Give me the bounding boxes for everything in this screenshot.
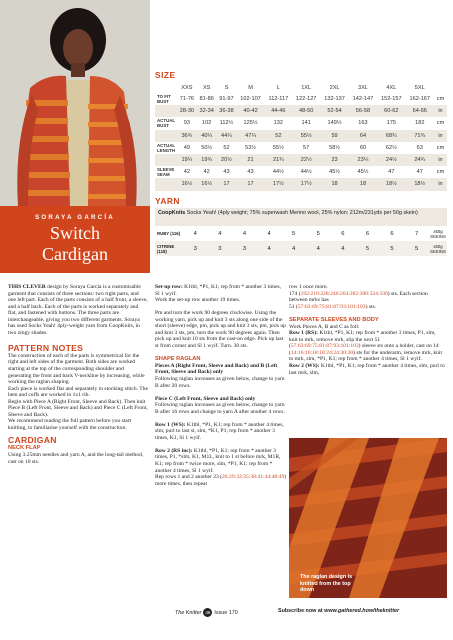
size-heading: SIZE	[155, 70, 176, 80]
size-cell: 55½	[272, 144, 284, 151]
row1-text: K1tbl, *P1, K1; rep from * another 4 times, slm, purl to last st, slm, *K1, P1; rep from * another 3 times, K1, Sl 1 wyif.	[155, 421, 284, 441]
raglan-row-1	[155, 422, 287, 442]
yarn-colour: RUBY (116)	[157, 231, 181, 236]
section-count-sizes: 57:63:69:75:81:87:93:101:103	[297, 303, 366, 310]
subscribe-line	[278, 608, 399, 614]
size-cell: 64	[349, 130, 377, 142]
piece-c-label: Piece C (Left Front, Sleeve and Back) only	[155, 395, 256, 402]
size-cell: 19¾	[197, 154, 217, 166]
size-cell: 40¼	[197, 130, 217, 142]
designer-name: SORAYA GARCÍA	[35, 214, 115, 221]
yarn-cell: 4	[267, 230, 271, 237]
pieces-ab-label: Pieces A (Right Front, Sleeve and Back) and B (Left Front, Sleeve and Back) only	[155, 362, 278, 376]
size-cell: 60-62	[377, 105, 405, 117]
yarn-cell: 4	[306, 241, 331, 256]
yarn-cell: 5	[355, 241, 380, 256]
yarn-cell: 3	[208, 241, 233, 256]
setup-row-repeat: Work the set-up row another 19 times.	[155, 297, 241, 304]
yarn-cell: 4	[257, 241, 282, 256]
sep-row1-e: ) sts for the underarm, remove mrk, knit to mrk, slm, *P1, K1; rep from * another 4 times, Sl 1 wyif.	[289, 349, 443, 363]
size-row-label	[155, 154, 177, 166]
pieces-ab-text: Following raglan increases as given below, change to yarn B after 20 rows.	[155, 376, 285, 389]
section-count-c: ) sts.	[365, 303, 377, 310]
raglan-row-2	[155, 448, 287, 474]
size-unit: cm	[436, 96, 445, 103]
size-cell: 163	[358, 120, 368, 127]
yarn-cell: 6	[341, 230, 345, 237]
subscribe-link[interactable]: www.gathered.how/theknitter	[324, 608, 400, 614]
column-2	[155, 284, 287, 487]
size-cell: 62½	[385, 144, 397, 151]
size-cell: 112½	[219, 120, 234, 127]
size-cell: 58½	[329, 144, 340, 151]
size-cell: 40-42	[236, 105, 264, 117]
yarn-table	[155, 226, 447, 256]
size-cell: 182	[415, 120, 425, 127]
model-photo	[0, 0, 150, 206]
size-rows	[155, 93, 447, 191]
yarn-cell: 4	[218, 230, 222, 237]
size-cell: 21	[236, 154, 264, 166]
size-row	[155, 166, 447, 178]
size-cell: 57	[303, 144, 310, 151]
section-count	[289, 304, 445, 311]
size-cell: 53½	[245, 144, 256, 151]
notes-para-3: Begin with Piece A (Right Front, Sleeve and Back). Then knit Piece B (Left Front, Sleeve and Back) and Piece C (Left Front, Sleeve and Back).	[8, 398, 148, 418]
sep-row1-label: Row 1 (RS):	[289, 330, 318, 337]
size-cell: 18	[320, 178, 348, 190]
intro-text: design by Soraya García is a customisable garment that consists of three sections: two right parts, and one left part. Each of the parts consists of a half front, a sleeve, and a half back. Each of the parts is worked separately and flat, and fastened with buttons. The three parts are interchangeable, giving you two different garments. Soraya has used Socks Yeah! 4ply-weight yarn from CoopKnits, in two zingy shades.	[8, 284, 148, 336]
separate-row-2	[289, 363, 445, 376]
yarn-cell: 3	[183, 241, 208, 256]
size-cell: 44½	[272, 169, 284, 176]
size-cell: 36-38	[217, 105, 237, 117]
size-row	[155, 93, 447, 105]
size-cell: 18½	[406, 178, 434, 190]
size-row-label: ACTUAL BUST	[157, 118, 175, 129]
size-row	[155, 154, 447, 166]
size-col-header: 5XL	[414, 84, 425, 91]
pieces-ab-heading	[155, 363, 287, 376]
size-unit: cm	[436, 144, 445, 151]
row1-label: Row 1 (WS):	[155, 421, 186, 428]
size-cell: 71¾	[406, 130, 434, 142]
cardigan-heading: CARDIGAN	[8, 435, 57, 446]
size-cell: 48-50	[292, 105, 320, 117]
photo-caption: The raglan design is knitted from the top down	[300, 574, 353, 594]
pick-up-paragraph: Pm and turn the work 90 degrees clockwise. Using the working yarn, pick up and knit 3 sts along one side of the short (sleeve) edge, pm, pick up and knit 3 sts, pm, pick up and knit 3 sts, pm, turn the work 90 degrees again. Then pick up and knit 10 sts from the cast-on edge. Pick up last st from corner and Sl 1 wyif. Turn. 30 sts.	[155, 310, 286, 349]
size-cell: 23¼	[349, 154, 377, 166]
size-cell: 122-127	[295, 96, 317, 103]
size-cell: 44½	[300, 169, 312, 176]
size-cell: 91-97	[219, 96, 234, 103]
yarn-unit: x50g SKEINS	[429, 241, 447, 256]
size-cell: 36¾	[177, 130, 197, 142]
subscribe-text: Subscribe now at	[278, 608, 325, 614]
yarn-rows	[155, 226, 447, 256]
yarn-cell: 6	[365, 230, 370, 237]
st-count-a: 174 (	[289, 290, 301, 297]
issue-number: Issue 170	[214, 609, 238, 616]
yarn-cell: 7	[415, 230, 419, 237]
size-cell: 55½	[292, 130, 320, 142]
pattern-notes-heading: PATTERN NOTES	[8, 342, 84, 353]
notes-para-1: The construction of each of the parts is symmetrical for the right and left sides of the garment. Both sides are worked starting at the top of the corresponding shoulder and generating the front and back V-neckline by increasing, while working the raglan shaping.	[8, 352, 145, 386]
size-cell: 20½	[217, 154, 237, 166]
magazine-name: The Knitter	[175, 609, 202, 616]
size-col-header: 4XL	[386, 84, 397, 91]
size-cell: 43	[247, 169, 254, 176]
yarn-cell: 5	[316, 230, 320, 237]
size-col-header: XS	[202, 84, 211, 91]
size-cell: 18	[349, 178, 377, 190]
size-cell: 50½	[201, 144, 213, 151]
size-col-header: 3XL	[357, 84, 368, 91]
size-cell: 24¾	[406, 154, 434, 166]
yarn-cell: 4	[242, 230, 247, 237]
repeat-text-a: Rep rows 1 and 2 another 23 (	[155, 474, 223, 481]
yarn-cell: 5	[292, 230, 296, 237]
yarn-row	[155, 241, 447, 256]
size-cell: 52-54	[320, 105, 348, 117]
yarn-cell: 5	[380, 241, 405, 256]
size-cell: 141	[301, 120, 311, 127]
intro-lead: THIS CLEVER	[8, 284, 46, 290]
pattern-title-line2: Cardigan	[42, 244, 108, 264]
sep-row2-label: Row 2 (WS):	[289, 362, 320, 369]
yarn-cell: 4	[331, 241, 356, 256]
size-cell: 44¼	[217, 130, 237, 142]
size-cell: 132	[273, 120, 284, 127]
size-col-header: L	[276, 84, 280, 91]
sep-row2-text: K1tbl, *P1, K1; rep from * another 4 times, slm, purl to last mrk, slm,	[289, 362, 445, 376]
size-col-header: 1XL	[301, 84, 312, 91]
setup-row-text: K1tbl, *P1, K1; rep from * another 3 times, Sl 1 wyif.	[155, 284, 282, 297]
sep-row1-sizes1: 57:63:69:75:81:87:93:101:103	[290, 343, 359, 350]
size-cell: 17½	[265, 178, 292, 190]
size-col-header: 2XL	[329, 84, 340, 91]
size-cell: 93	[183, 120, 190, 127]
neck-flap-heading: NECK FLAP	[8, 445, 41, 452]
size-cell: 68¾	[377, 130, 405, 142]
st-count-c: ) sts. Each section between mrks has	[289, 290, 428, 304]
size-row-label	[155, 130, 177, 142]
setup-row	[155, 284, 287, 304]
yarn-description	[155, 208, 447, 226]
title-block	[0, 206, 150, 273]
magazine-issue	[175, 608, 238, 617]
size-cell: 45½	[329, 169, 340, 176]
row-once-more: row 1 once more.	[289, 284, 328, 290]
piece-c-text: Following raglan increases as given below, change to yarn B after 16 rows and change to yarn A after another 4 rows.	[155, 402, 285, 415]
column-3	[289, 284, 445, 376]
work-pieces: Work Pieces A, B and C as foll:	[289, 323, 360, 330]
sep-row1-sizes2: 14:16:16:18:18:24:24:30:30	[290, 349, 354, 356]
yarn-cell: 4	[193, 230, 197, 237]
size-cell: 32-34	[197, 105, 217, 117]
size-cell: 42	[183, 169, 190, 176]
size-col-header: M	[248, 84, 253, 91]
size-cell: 52	[223, 144, 230, 151]
size-unit: in	[434, 154, 447, 166]
separate-row-1	[289, 330, 445, 363]
size-cell: 44-46	[265, 105, 292, 117]
yarn-brand: CoopKnits	[158, 210, 186, 216]
size-cell: 112-117	[268, 96, 289, 103]
stitch-count	[289, 291, 445, 304]
page-number: 46	[205, 610, 211, 615]
size-cell: 81-86	[199, 96, 214, 103]
size-cell: 125½	[243, 120, 258, 127]
size-cell: 149½	[327, 120, 342, 127]
yarn-detail: Socks Yeah! (4ply weight; 75% superwash Merino wool, 25% nylon; 212m/231yds per 50g skein)	[185, 210, 418, 216]
size-cell: 21¾	[265, 154, 292, 166]
size-cell: 18½	[377, 178, 405, 190]
size-cell: 16½	[197, 178, 217, 190]
yarn-cell: 6	[390, 230, 394, 237]
size-row	[155, 130, 447, 142]
size-unit: in	[434, 105, 447, 117]
size-cell: 152-157	[381, 96, 402, 103]
size-cell: 59	[320, 130, 348, 142]
size-cell: 49	[183, 144, 190, 151]
column-1	[8, 284, 148, 466]
size-cell: 43	[223, 169, 230, 176]
yarn-unit: x50g SKEINS	[430, 228, 446, 239]
sep-row1-a: K1tbl, *P1, K1; rep from * another 3 times, P1, slm, knit to mrk, remove mrk, slip the next 51 (	[289, 330, 436, 350]
repeat-text-c: ) more times, then repeat	[155, 474, 287, 487]
size-row-label: SLEEVE SEAM	[157, 167, 175, 178]
sep-row1-c: ) sleeve sts onto a holder, cast on 14 (	[289, 343, 439, 356]
size-unit: cm	[436, 120, 445, 127]
size-cell: 162-167	[409, 96, 431, 103]
size-col-header: S	[224, 84, 229, 91]
row2-text: K1tbl, *P1, K1; rep from * another 3 times, P1, *slm, K1, M1L, knit to 1 st before mrk, M1R, K1; rep from * twice more, slm, *P1, K1; rep from * another 4 times, Sl 1 wyif.	[155, 447, 281, 474]
size-cell: 17	[236, 178, 264, 190]
size-cell: 52	[265, 130, 292, 142]
size-cell: 102-107	[240, 96, 261, 103]
size-row-label: ACTUAL LENGTH	[157, 142, 176, 153]
size-cell: 47	[388, 169, 395, 176]
size-cell: 47¼	[236, 130, 264, 142]
setup-row-label: Set-up row:	[155, 284, 183, 290]
size-cell: 56-58	[349, 105, 377, 117]
size-cell: 142-147	[352, 96, 374, 103]
size-row	[155, 142, 447, 154]
st-count-sizes: 192:210:228:246:264:282:300:324:330	[300, 290, 388, 297]
size-cell: 132-137	[324, 96, 345, 103]
yarn-colour: CITRINE (118)	[155, 241, 183, 256]
size-row	[155, 117, 447, 129]
shape-raglan-heading: SHAPE RAGLAN	[155, 355, 201, 362]
size-cell: 23	[320, 154, 348, 166]
size-cell: 47	[416, 169, 423, 176]
yarn-row	[155, 226, 447, 241]
size-cell: 28-30	[177, 105, 197, 117]
repeat-sizes: 26:29:32:35:38:41:44:48:49	[222, 474, 285, 481]
size-unit: in	[434, 130, 447, 142]
yarn-cell: 5	[404, 241, 429, 256]
size-unit: in	[434, 178, 447, 190]
size-row-label	[155, 178, 177, 190]
raglan-repeat	[155, 474, 287, 487]
size-col-header: XXS	[181, 84, 193, 91]
size-cell: 63	[416, 144, 423, 151]
size-cell: 64-66	[406, 105, 434, 117]
size-cell: 19¼	[177, 154, 197, 166]
size-table	[155, 82, 447, 191]
size-cell: 71-76	[179, 96, 195, 103]
notes-para-4: We recommend reading the full pattern before you start knitting, to familiarise yourself with the construction.	[8, 418, 132, 431]
yarn-cell: 4	[281, 241, 306, 256]
size-cell: 102	[202, 120, 212, 127]
neck-flap-text: Using 3.25mm needles and yarn A, and the long-tail method, cast on 10 sts.	[8, 452, 144, 465]
pattern-title-line1: Switch	[49, 223, 100, 243]
size-cell: 17	[217, 178, 237, 190]
size-cell: 60	[359, 144, 367, 151]
row2-label: Row 2 (RS inc):	[155, 447, 193, 454]
size-unit: cm	[436, 169, 445, 176]
size-cell: 22½	[292, 154, 320, 166]
intro-paragraph	[8, 284, 148, 336]
size-row-label	[155, 105, 177, 117]
yarn-cell: 3	[232, 241, 257, 256]
size-cell: 16½	[177, 178, 197, 190]
section-count-a: 51 (	[289, 303, 298, 310]
size-cell: 45½	[357, 169, 369, 176]
size-cell: 42	[203, 169, 210, 176]
size-header-row	[155, 82, 447, 93]
yarn-heading: YARN	[155, 196, 180, 206]
size-row-label: TO FIT BUST	[157, 94, 171, 105]
size-cell: 175	[386, 120, 396, 127]
notes-para-2: Each piece is worked flat and separately in stocking stitch. The hem and cuffs are worked in 1x1 rib.	[8, 385, 148, 399]
size-row	[155, 178, 447, 190]
separate-sleeves-heading: SEPARATE SLEEVES AND BODY	[289, 316, 379, 323]
size-cell: 17½	[292, 178, 320, 190]
size-row	[155, 105, 447, 117]
size-cell: 24½	[377, 154, 405, 166]
